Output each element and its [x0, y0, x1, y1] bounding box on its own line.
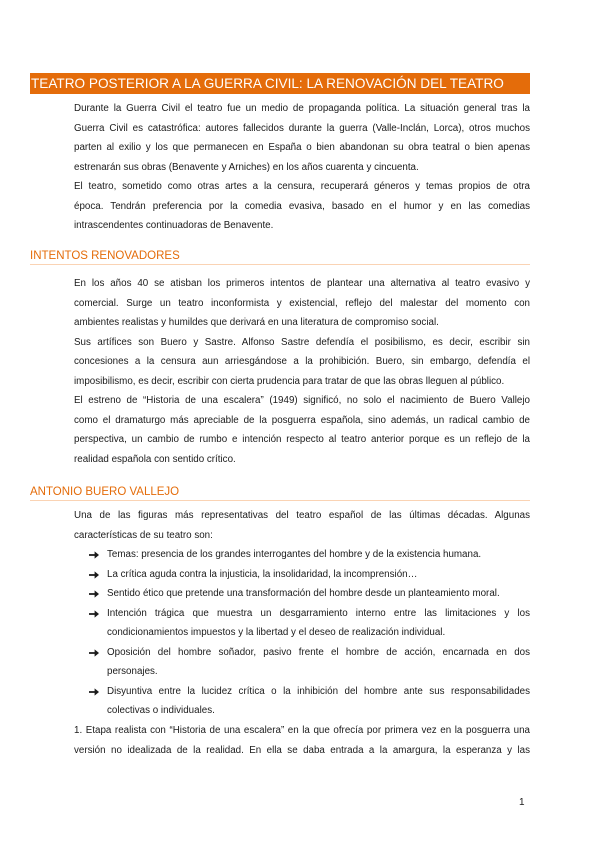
bullet-line: Disyuntiva entre la lucidez crítica o la inhibición del hombre ante sus responsabilidades — [107, 685, 530, 697]
bullet-item — [74, 682, 530, 721]
section-heading-intentos-renovadores: INTENTOS RENOVADORES — [30, 248, 530, 265]
bullet-line: Sentido ético que pretende una transformación del hombre desde un planteamiento moral. — [107, 588, 500, 600]
paragraph-line: Una de las figuras más representativas del teatro español de las últimas décadas. Algunas — [74, 510, 530, 521]
bullet-line: La crítica aguda contra la injusticia, la insolidaridad, la incomprensión… — [107, 568, 418, 580]
features-bullet-list — [74, 545, 530, 721]
paragraph-line: concesiones a la censura aun arriesgándose a la prohibición. Buero, sin embargo, defendía el — [74, 356, 530, 368]
right-arrow-icon — [89, 590, 99, 598]
paragraph-line: época. Tendrán preferencia por la comedia evasiva, basado en el humor y en las comedias — [74, 200, 530, 212]
paragraph-line: En los años 40 se atisban los primeros intentos de plantear una alternativa al teatro evasivo y — [74, 278, 530, 289]
bullet-line: Intención trágica que muestra un desgarramiento interno entre las limitaciones y los — [107, 607, 530, 619]
intro-section — [74, 99, 530, 236]
paragraph-stage-1 — [74, 721, 530, 760]
paragraph-line: parten al exilio y los que permanecen en España o bien abandonan su obra teatral o bien apenas — [74, 142, 530, 154]
paragraph-line: Sus artífices son Buero y Sastre. Alfonso Sastre defendía el posibilismo, es decir, escribir sin — [74, 336, 530, 348]
paragraph-line: Durante la Guerra Civil el teatro fue un medio de propaganda política. La situación general tras la — [74, 103, 530, 114]
paragraph-line: intrascendentes continuadoras de Benavente. — [74, 220, 274, 232]
right-arrow-icon — [89, 551, 99, 559]
paragraph-line: estrenarán sus obras (Benavente y Arniches) en los años cuarenta y cincuenta. — [74, 161, 419, 173]
paragraph — [74, 99, 530, 177]
paragraph — [74, 177, 530, 236]
antonio-buero-vallejo-section — [74, 506, 530, 760]
page-number: 1 — [519, 797, 525, 808]
bullet-item — [74, 565, 530, 585]
intentos-renovadores-section — [74, 274, 530, 469]
bullet-line: personajes. — [107, 666, 158, 678]
right-arrow-icon — [89, 688, 99, 696]
paragraph-line: Guerra Civil es catastrófica: autores fallecidos durante la guerra (Valle-Inclán, Lorca), otros muchos — [74, 122, 530, 134]
paragraph-line: características de su teatro son: — [74, 529, 213, 541]
paragraph-line: imposibilismo, es decir, escribir con cierta prudencia para tratar de que las obras lleguen al público. — [74, 375, 505, 387]
paragraph-line: El teatro, sometido como otras artes a la censura, recuperará géneros y temas propios de otra — [74, 181, 530, 193]
paragraph — [74, 333, 530, 392]
paragraph-line: como el dramaturgo más apreciable de la posguerra española, sino además, un radical cambio de — [74, 414, 530, 426]
section-heading-antonio-buero-vallejo: ANTONIO BUERO VALLEJO — [30, 484, 530, 501]
paragraph — [74, 274, 530, 333]
paragraph-line: 1. Etapa realista con “Historia de una escalera” en la que ofrecía por primera vez en la posguerra una — [74, 725, 530, 737]
right-arrow-icon — [89, 649, 99, 657]
document-title: TEATRO POSTERIOR A LA GUERRA CIVIL: LA RENOVACIÓN DEL TEATRO — [30, 73, 530, 94]
bullet-line: condicionamientos impuestos y la libertad y el deseo de realización individual. — [107, 627, 446, 639]
right-arrow-icon — [89, 571, 99, 579]
paragraph — [74, 391, 530, 469]
bullet-line: Temas: presencia de los grandes interrogantes del hombre y de la existencia humana. — [107, 549, 482, 561]
right-arrow-icon — [89, 610, 99, 618]
bullet-item — [74, 604, 530, 643]
bullet-item — [74, 545, 530, 565]
paragraph-line: realidad española con sentido crítico. — [74, 453, 236, 465]
bullet-line: colectivas o individuales. — [107, 705, 215, 717]
bullet-item — [74, 584, 530, 604]
bullet-item — [74, 643, 530, 682]
paragraph-line: perspectiva, un cambio de rumbo e intención respecto al teatro anterior porque es un reflejo de la — [74, 434, 530, 446]
bullet-line: Oposición del hombre soñador, pasivo frente el hombre de acción, encarnada en dos — [107, 646, 530, 658]
paragraph-line: ambientes realistas y humildes que derivará en una literatura de compromiso social. — [74, 317, 439, 329]
paragraph-line: comercial. Surge un teatro inconformista y existencial, reflejo del malestar del momento con — [74, 297, 530, 309]
paragraph-line: versión no idealizada de la realidad. En ella se daba entrada a la amargura, la esperanza y las — [74, 744, 530, 756]
paragraph-line: El estreno de “Historia de una escalera” (1949) significó, no solo el nacimiento de Buero Vallejo — [74, 395, 530, 407]
paragraph — [74, 506, 530, 545]
